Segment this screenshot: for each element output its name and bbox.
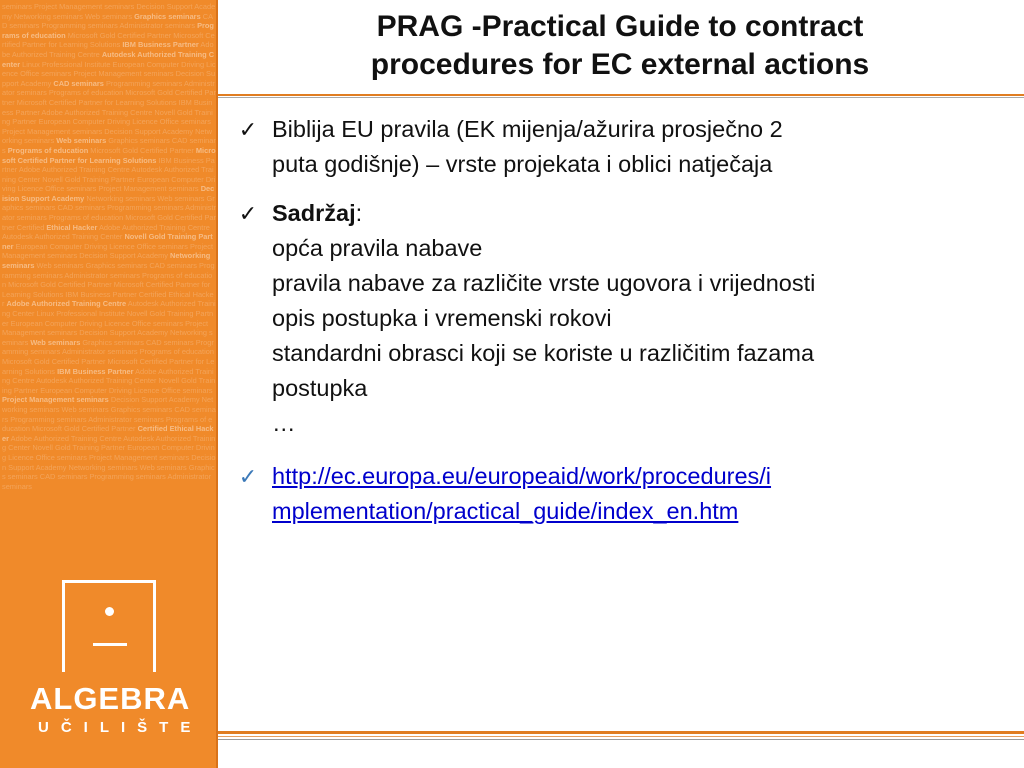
bullet-item bbox=[232, 196, 1002, 441]
checkmark-icon: ✓ bbox=[238, 201, 258, 226]
prag-link[interactable] bbox=[272, 459, 1002, 529]
bullet-item bbox=[232, 112, 1002, 182]
sidebar-edge bbox=[216, 0, 218, 768]
algebra-logo-icon bbox=[62, 580, 156, 672]
sub-item: pravila nabave za različite vrste ugovora i vrijednosti bbox=[272, 270, 816, 296]
logo-name: ALGEBRA bbox=[30, 681, 191, 716]
slide-content bbox=[232, 112, 1002, 529]
sub-item: standardni obrasci koji se koriste u različitim fazama bbox=[272, 340, 815, 366]
bullet-heading-suffix: : bbox=[355, 200, 363, 226]
sub-item-ellipsis: … bbox=[272, 410, 296, 436]
bullet-heading: Sadržaj bbox=[272, 200, 356, 226]
footer-divider-orange bbox=[218, 731, 1024, 734]
sub-item: postupka bbox=[272, 375, 368, 401]
link-line[interactable]: http://ec.europa.eu/europeaid/work/procedures/i bbox=[272, 463, 772, 489]
bullet-item bbox=[232, 459, 1002, 529]
footer-divider-gray bbox=[218, 739, 1024, 740]
logo-dot bbox=[105, 607, 114, 616]
title-line-2: procedures for EC external actions bbox=[370, 48, 870, 81]
sidebar-background-texture: seminars Project Management seminars Decision Support Academy Networking seminars Web seminars Graphics seminars CAD seminars Programming seminars Administrator seminars Programs of education Microsoft Gold Certified Partner Microsoft Certified Partner for Learning Solutions IBM Business Partner Adobe Authorized Training Centre Autodesk Authorized Training Center Linux Professional Institute European Computer Driving Licence Office seminars Project Management seminars Decision Support Academy CAD seminars Programming seminars Administrator seminars Programs of education Microsoft Gold Certified Partner Microsoft Certified Partner for Learning Solutions IBM Business Partner Adobe Authorized Training Centre Novell Gold Training Partner European Computer Driving Licence Office seminars Project Management seminars Decision Support Academy Networking seminars Web seminars Graphics seminars CAD seminars Programs of education Microsoft Gold Certified Partner Microsoft Certified Partner for Learning Solutions IBM Business Partner Adobe Authorized Training Centre Autodesk Authorized Training Center Novell Gold Training Partner European Computer Driving Licence Office seminars Project Management seminars Decision Support Academy Networking seminars Web seminars Graphics seminars CAD seminars Programming seminars Administrator seminars Programs of education Microsoft Gold Certified Partner Certified Ethical Hacker Adobe Authorized Training Centre Autodesk Authorized Training Center Novell Gold Training Partner European Computer Driving Licence Office seminars Project Management seminars Decision Support Academy Networking seminars Web seminars Graphics seminars CAD seminars Programming seminars Administrator seminars Programs of education Microsoft Gold Certified Partner Microsoft Certified Partner for Learning Solutions IBM Business Partner Certified Ethical Hacker Adobe Authorized Training Centre Autodesk Authorized Training Center Linux Professional Institute Novell Gold Training Partner European Computer Driving Licence Office seminars Project Management seminars Decision Support Academy Networking seminars Web seminars Graphics seminars CAD seminars Programming seminars Administrator seminars Programs of education Microsoft Gold Certified Partner Microsoft Certified Partner for Learning Solutions IBM Business Partner Adobe Authorized Training Centre Autodesk Authorized Training Center Novell Gold Training Partner European Computer Driving Licence Office seminars Project Management seminars Decision Support Academy Networking seminars Web seminars Graphics seminars CAD seminars Programming seminars Administrator seminars Programs of education Microsoft Gold Certified Partner Certified Ethical Hacker Adobe Authorized Training Centre Autodesk Authorized Training Center Novell Gold Training Partner European Computer Driving Licence Office seminars Project Management seminars Decision Support Academy Networking seminars Web seminars Graphics seminars CAD seminars Programming seminars Administrator seminars bbox=[2, 2, 216, 491]
sub-item: opis postupka i vremenski rokovi bbox=[272, 305, 612, 331]
bullet-text-line: puta godišnje) – vrste projekata i oblici natječaja bbox=[272, 151, 773, 177]
logo-subtitle: UČILIŠTE bbox=[38, 719, 203, 736]
slide-title bbox=[240, 8, 1000, 84]
link-line[interactable]: mplementation/practical_guide/index_en.htm bbox=[272, 498, 739, 524]
title-divider-gray bbox=[218, 97, 1024, 98]
sidebar-panel bbox=[0, 0, 216, 768]
checkmark-icon: ✓ bbox=[238, 117, 258, 142]
sub-item: opća pravila nabave bbox=[272, 235, 483, 261]
title-divider-orange bbox=[218, 94, 1024, 96]
title-line-1: PRAG -Practical Guide to contract bbox=[376, 10, 864, 43]
bullet-heading-line bbox=[272, 196, 1002, 231]
footer-divider-light bbox=[218, 736, 1024, 737]
checkmark-icon: ✓ bbox=[238, 464, 258, 489]
bullet-text-line: Biblija EU pravila (EK mijenja/ažurira prosječno 2 bbox=[272, 116, 783, 142]
logo-bar bbox=[93, 643, 127, 646]
